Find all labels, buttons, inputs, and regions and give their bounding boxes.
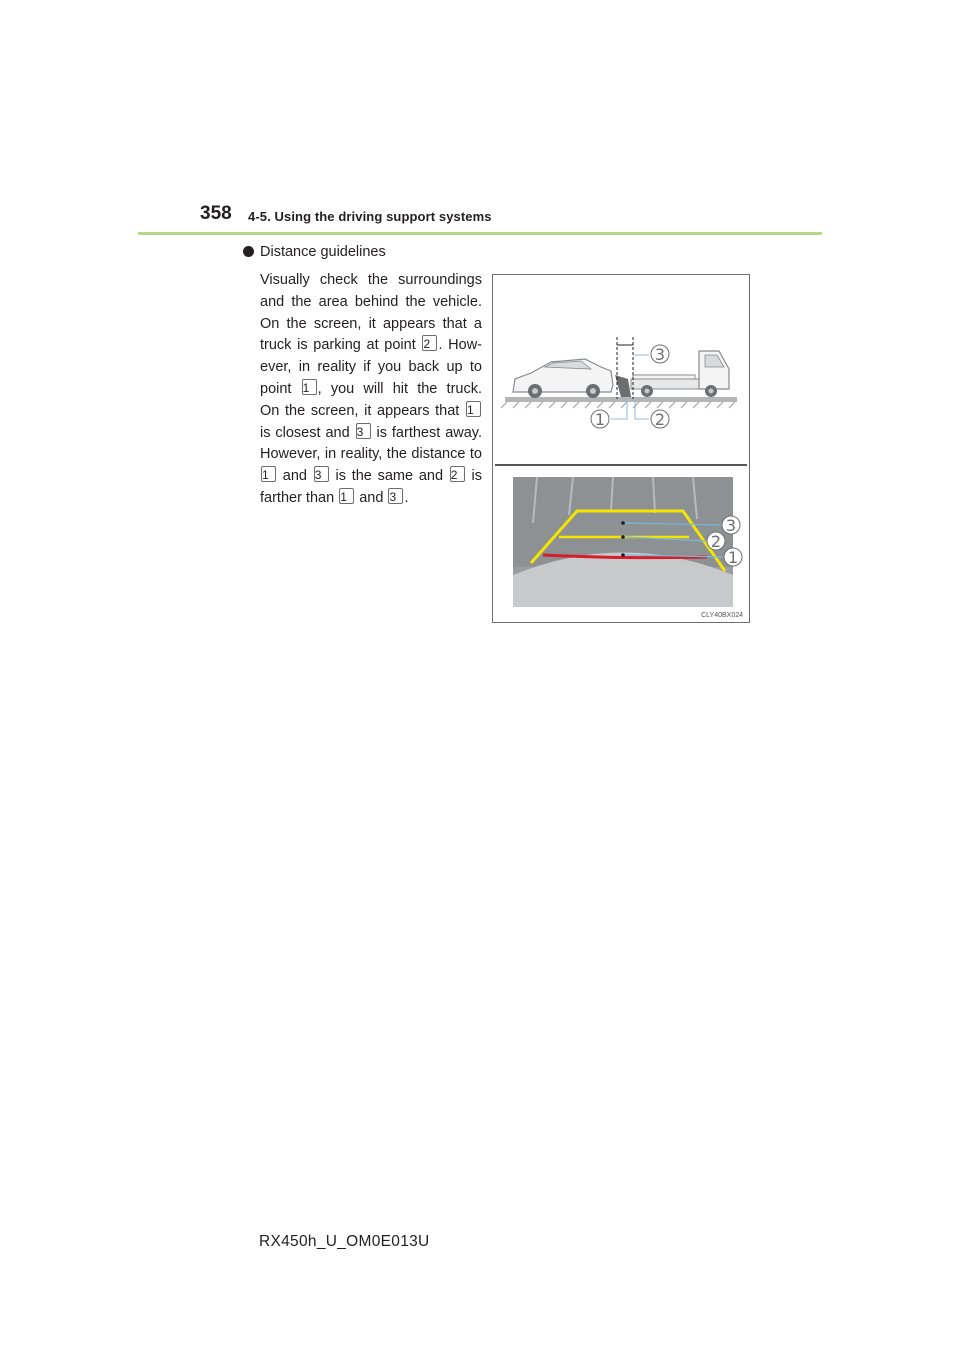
text-fragment: . How- [438,337,482,354]
text-fragment: . [404,489,409,506]
page-number: 358 [200,203,232,224]
text-fragment: truck is parking at point [260,337,422,354]
figure-label-3: 3 [654,345,666,364]
bullet-heading-text: Distance guidelines [260,244,386,260]
distance-guidelines-figure [492,274,750,623]
guide-dot [621,535,625,539]
figure-label-1: 1 [727,548,739,567]
text-fragment: point [260,380,301,397]
callout-1: 1 [261,466,276,482]
text-fragment: is closest and [260,424,355,441]
side-view-panel [501,337,737,429]
text-line: ever, in reality if you back up to [260,359,482,376]
figure-label-2: 2 [654,410,666,429]
figure-illustration [493,275,749,622]
car-icon [513,359,613,398]
figure-code: CLY40BX024 [701,612,743,619]
ground [505,397,737,402]
text-fragment: On the screen, it appears that [260,402,465,419]
guide-dot [621,553,625,557]
text-fragment: is farthest away. [371,424,482,441]
text-line: On the screen, it appears that a [260,315,482,332]
page-header [200,203,820,231]
manual-code: RX450h_U_OM0E013U [259,1233,430,1250]
callout-1: 1 [302,379,317,395]
text-fragment: farther than [260,489,339,506]
camera-view-panel [513,477,742,607]
figure-label-3: 3 [725,516,737,535]
text-line [260,379,482,401]
callout-2: 2 [422,335,437,351]
text-fragment: and [277,468,313,485]
callout-2: 2 [450,466,465,482]
text-line [260,488,482,510]
bullet-heading [243,244,386,260]
callout-3: 3 [388,488,403,504]
text-fragment: is the same and [329,468,449,485]
text-fragment: is [465,468,483,485]
callout-3: 3 [356,423,371,439]
callout-1: 1 [466,401,481,417]
truck-icon [631,351,729,397]
body-paragraph [260,270,482,510]
section-title: 4-5. Using the driving support systems [248,209,492,224]
text-line: Visually check the surroundings [260,272,482,288]
text-line [260,335,482,357]
text-fragment: and [355,489,388,506]
text-line [260,401,482,423]
text-line [260,423,482,445]
text-fragment: , you will hit the truck. [317,380,482,397]
text-line: However, in reality, the distance to [260,446,482,463]
guide-dot [621,521,625,525]
figure-label-1: 1 [594,410,606,429]
ground-hatching [501,402,735,408]
text-line [260,466,482,488]
callout-3: 3 [314,466,329,482]
callout-1: 1 [339,488,354,504]
header-rule [138,232,822,235]
text-line: and the area behind the vehicle. [260,293,482,310]
bullet-icon [243,246,254,257]
figure-label-2: 2 [710,532,722,551]
